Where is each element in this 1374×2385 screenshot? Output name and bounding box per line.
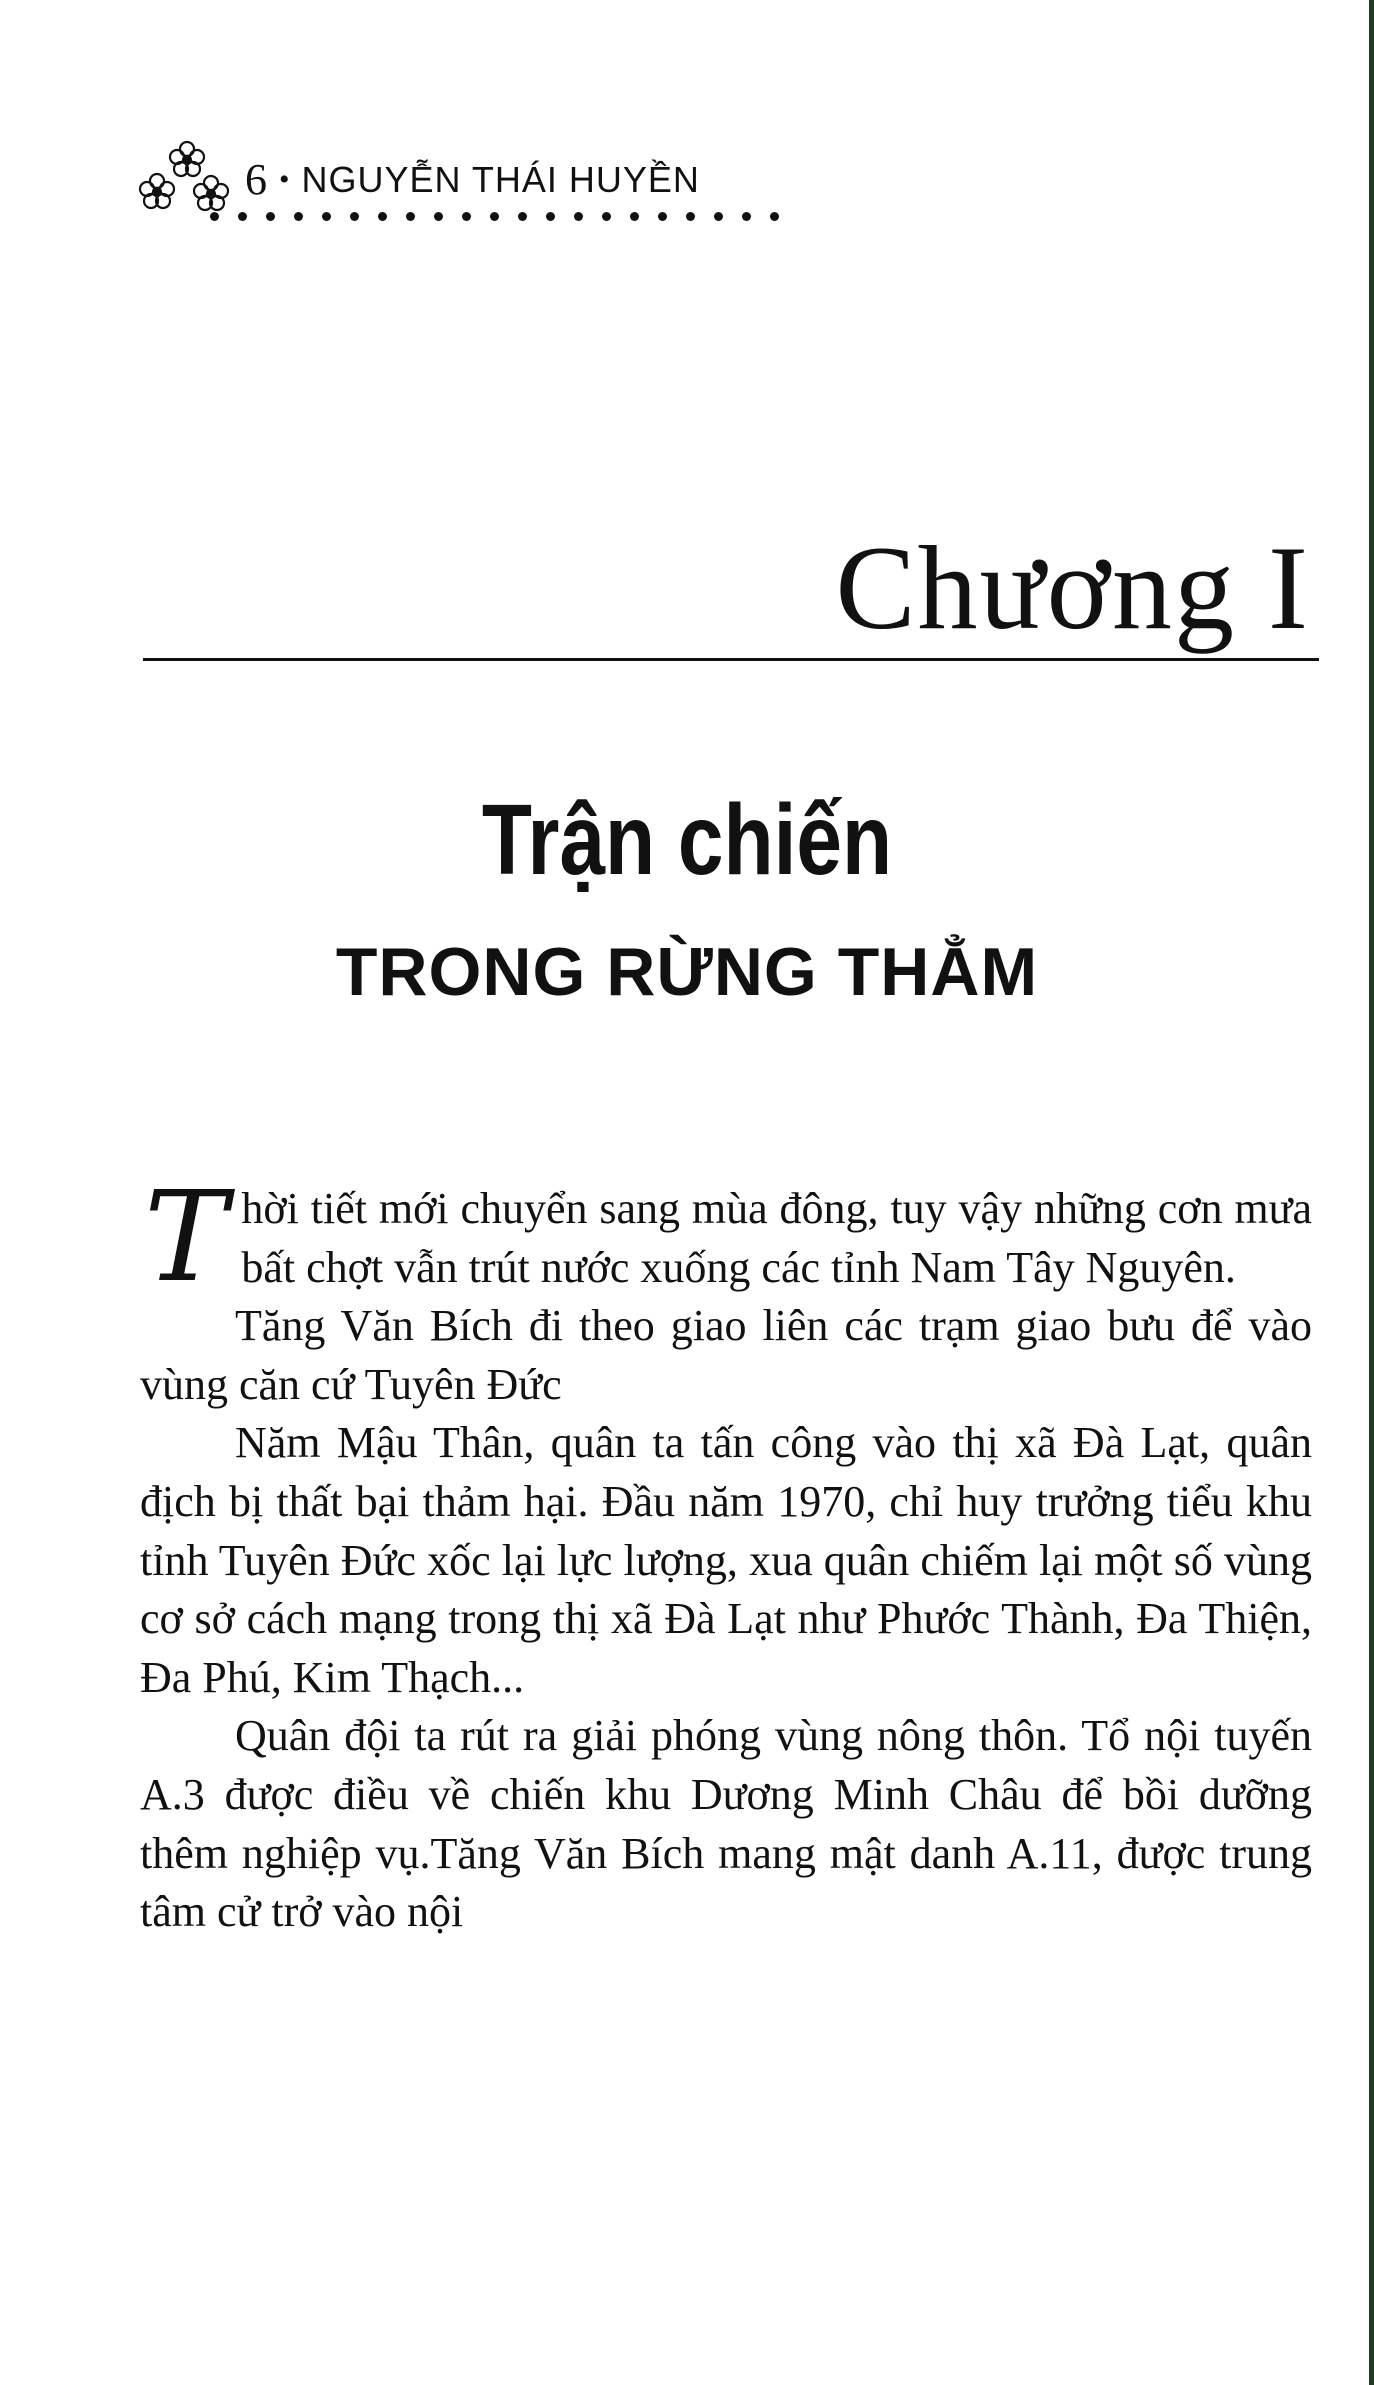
body-text — [140, 1165, 1312, 1942]
chapter-title: Trận chiến — [481, 784, 893, 896]
running-header — [135, 150, 700, 210]
drop-cap: T — [144, 1165, 228, 1310]
page-edge — [1369, 0, 1374, 2385]
flower-cluster-icon — [135, 138, 235, 223]
chapter-divider — [143, 658, 1319, 661]
header-bullet: • — [279, 163, 290, 196]
page-number: 6 — [245, 155, 267, 204]
chapter-label: Chương I — [835, 521, 1310, 654]
paragraph — [140, 1165, 1312, 1310]
author-name: NGUYỄN THÁI HUYỀN — [301, 159, 700, 200]
chapter-subtitle: TRONG RỪNG THẲM — [335, 934, 1039, 1010]
header-dot-leader — [210, 212, 779, 221]
paragraph: Quân đội ta rút ra giải phóng vùng nông thôn. Tổ nội tuyến A.3 được điều về chiến khu Dương Minh Châu để bồi dưỡng thêm nghiệp vụ.Tăng Văn Bích mang mật danh A.11, được trung tâm cử trở vào nội — [140, 1711, 1312, 1937]
paragraph-text: hời tiết mới chuyển sang mùa đông, tuy vậy những cơn mưa bất chợt vẫn trút nước xuống các tỉnh Nam Tây Nguyên. — [241, 1184, 1312, 1292]
paragraph: Tăng Văn Bích đi theo giao liên các trạm giao bưu để vào vùng căn cứ Tuyên Đức — [140, 1301, 1312, 1409]
paragraph: Năm Mậu Thân, quân ta tấn công vào thị xã Đà Lạt, quân địch bị thất bại thảm hại. Đầu năm 1970, chỉ huy trưởng tiểu khu tỉnh Tuyên Đức xốc lại lực lượng, xua quân chiếm lại một số vùng cơ sở cách mạng trong thị xã Đà Lạt như Phước Thành, Đa Thiện, Đa Phú, Kim Thạch... — [140, 1418, 1312, 1702]
